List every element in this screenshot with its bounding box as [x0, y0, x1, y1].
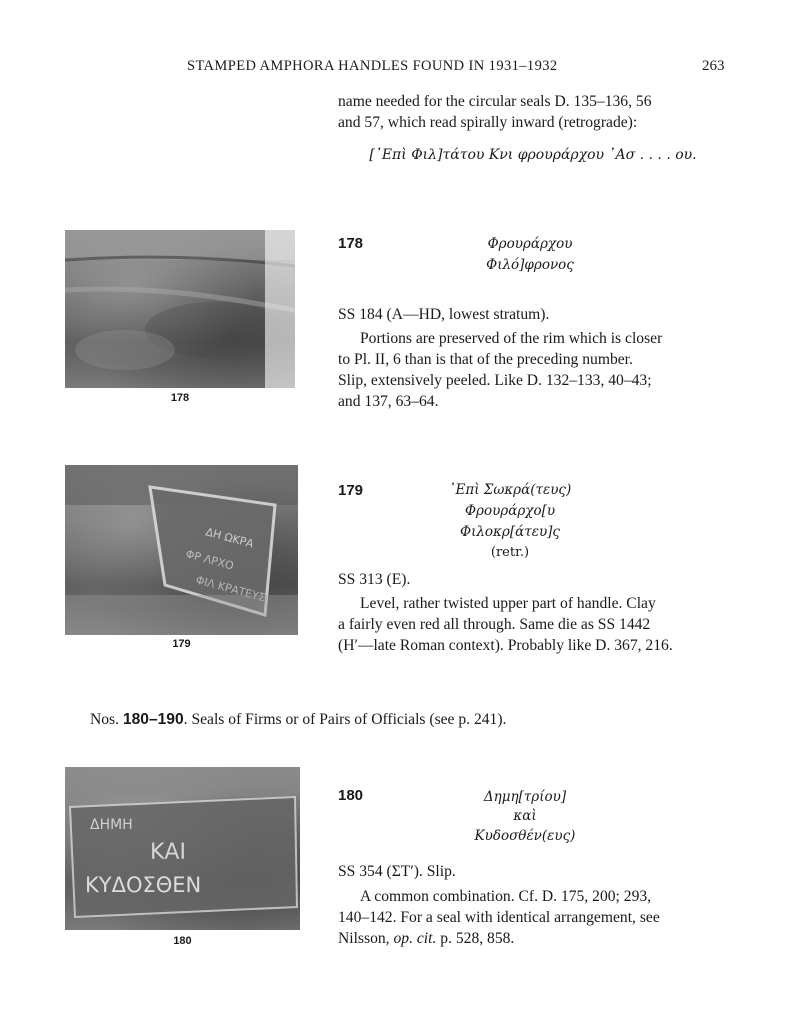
running-header-title: STAMPED AMPHORA HANDLES FOUND IN 1931–1932 — [187, 58, 558, 74]
series-range: 180–190 — [122, 711, 184, 728]
description-178-line-3: Slip, extensively peeled. Like D. 132–133, 40–43; — [338, 372, 652, 389]
stamp-180-inscription-3: ΚΥΔΟΣΘΕΝ — [85, 873, 202, 897]
stamp-180-line-3: Κυδοσθέν(ευς) — [474, 828, 576, 844]
description-179-line-3: (H′—late Roman context). Probably like D. 367, 216. — [338, 637, 673, 654]
description-180-line-3 — [338, 928, 514, 949]
reference-178: SS 184 (A—HD, lowest stratum). — [338, 306, 550, 323]
series-heading — [90, 709, 506, 730]
caption-180: 180 — [173, 935, 192, 947]
entry-number-179: 179 — [338, 482, 364, 499]
stamp-179-inscription-2: ΦΡ ΛΡΧΟ — [184, 547, 236, 573]
description-180-after: p. 528, 858. — [436, 930, 515, 947]
stamp-179-inscription-3: ΦΙΛ ΚΡΑΤΕΥΣ — [194, 573, 267, 605]
handle-179-texture — [65, 465, 298, 635]
stamp-179-line-1: ᾿Επὶ Σωκρά(τευς) — [448, 482, 572, 498]
handle-180-texture — [65, 767, 300, 930]
stamp-179-line-3: Φιλοκρ[άτευ]ς — [460, 524, 560, 540]
stamp-178-line-1: Φρουράρχου — [487, 236, 573, 252]
description-179-line-2: a fairly even red all through. Same die as SS 1442 — [338, 616, 651, 633]
intro-greek-reading: [᾿Επὶ Φιλ]τάτου Κνι φρουράρχου ᾿Ασ . . . . ου. — [369, 147, 697, 163]
stamp-179-inscription-1: ΔΗ ΩΚΡΑ — [204, 525, 255, 551]
photo-handle-179 — [65, 465, 298, 635]
photo-handle-178 — [65, 230, 295, 388]
entry-number-178: 178 — [338, 235, 364, 252]
stamp-178-line-2: Φιλό]φρονος — [486, 257, 574, 273]
entry-number-180: 180 — [338, 787, 364, 804]
page-number: 263 — [702, 58, 725, 74]
description-179-line-1: Level, rather twisted upper part of handle. Clay — [360, 595, 656, 612]
reference-179: SS 313 (E). — [338, 571, 411, 588]
description-180-before: Nilsson, — [338, 930, 394, 947]
stamp-180-line-2: καὶ — [513, 808, 537, 824]
description-178-line-1: Portions are preserved of the rim which is closer — [360, 330, 663, 347]
stamp-180-inscription-1: ΔΗΜΗ — [90, 817, 133, 833]
description-178-line-4: and 137, 63–64. — [338, 393, 439, 410]
caption-179: 179 — [172, 638, 191, 650]
caption-178: 178 — [170, 392, 190, 404]
series-text: . Seals of Firms or of Pairs of Officials (see p. 241). — [183, 711, 507, 728]
series-prefix: Nos. — [90, 711, 123, 728]
stamp-180-line-1: Δημη[τρίου] — [483, 789, 567, 805]
stamp-179-note: (retr.) — [490, 545, 530, 560]
description-180-line-2: 140–142. For a seal with identical arrangement, see — [338, 909, 660, 926]
description-178-line-2: to Pl. II, 6 than is that of the preceding number. — [338, 351, 633, 368]
stamp-180-inscription-2: ΚΑΙ — [150, 840, 186, 865]
handle-178-texture — [65, 230, 295, 388]
description-180-line-1: A common combination. Cf. D. 175, 200; 293, — [360, 888, 652, 905]
stamp-179-line-2: Φρουράρχο[υ — [464, 503, 556, 519]
description-180-italic: op. cit. — [393, 930, 437, 947]
reference-180: SS 354 (ΣΤ′). Slip. — [338, 863, 456, 880]
photo-handle-180 — [65, 767, 300, 930]
intro-line-1: name needed for the circular seals D. 135–136, 56 — [338, 93, 652, 110]
intro-line-2: and 57, which read spirally inward (retrograde): — [338, 114, 638, 131]
